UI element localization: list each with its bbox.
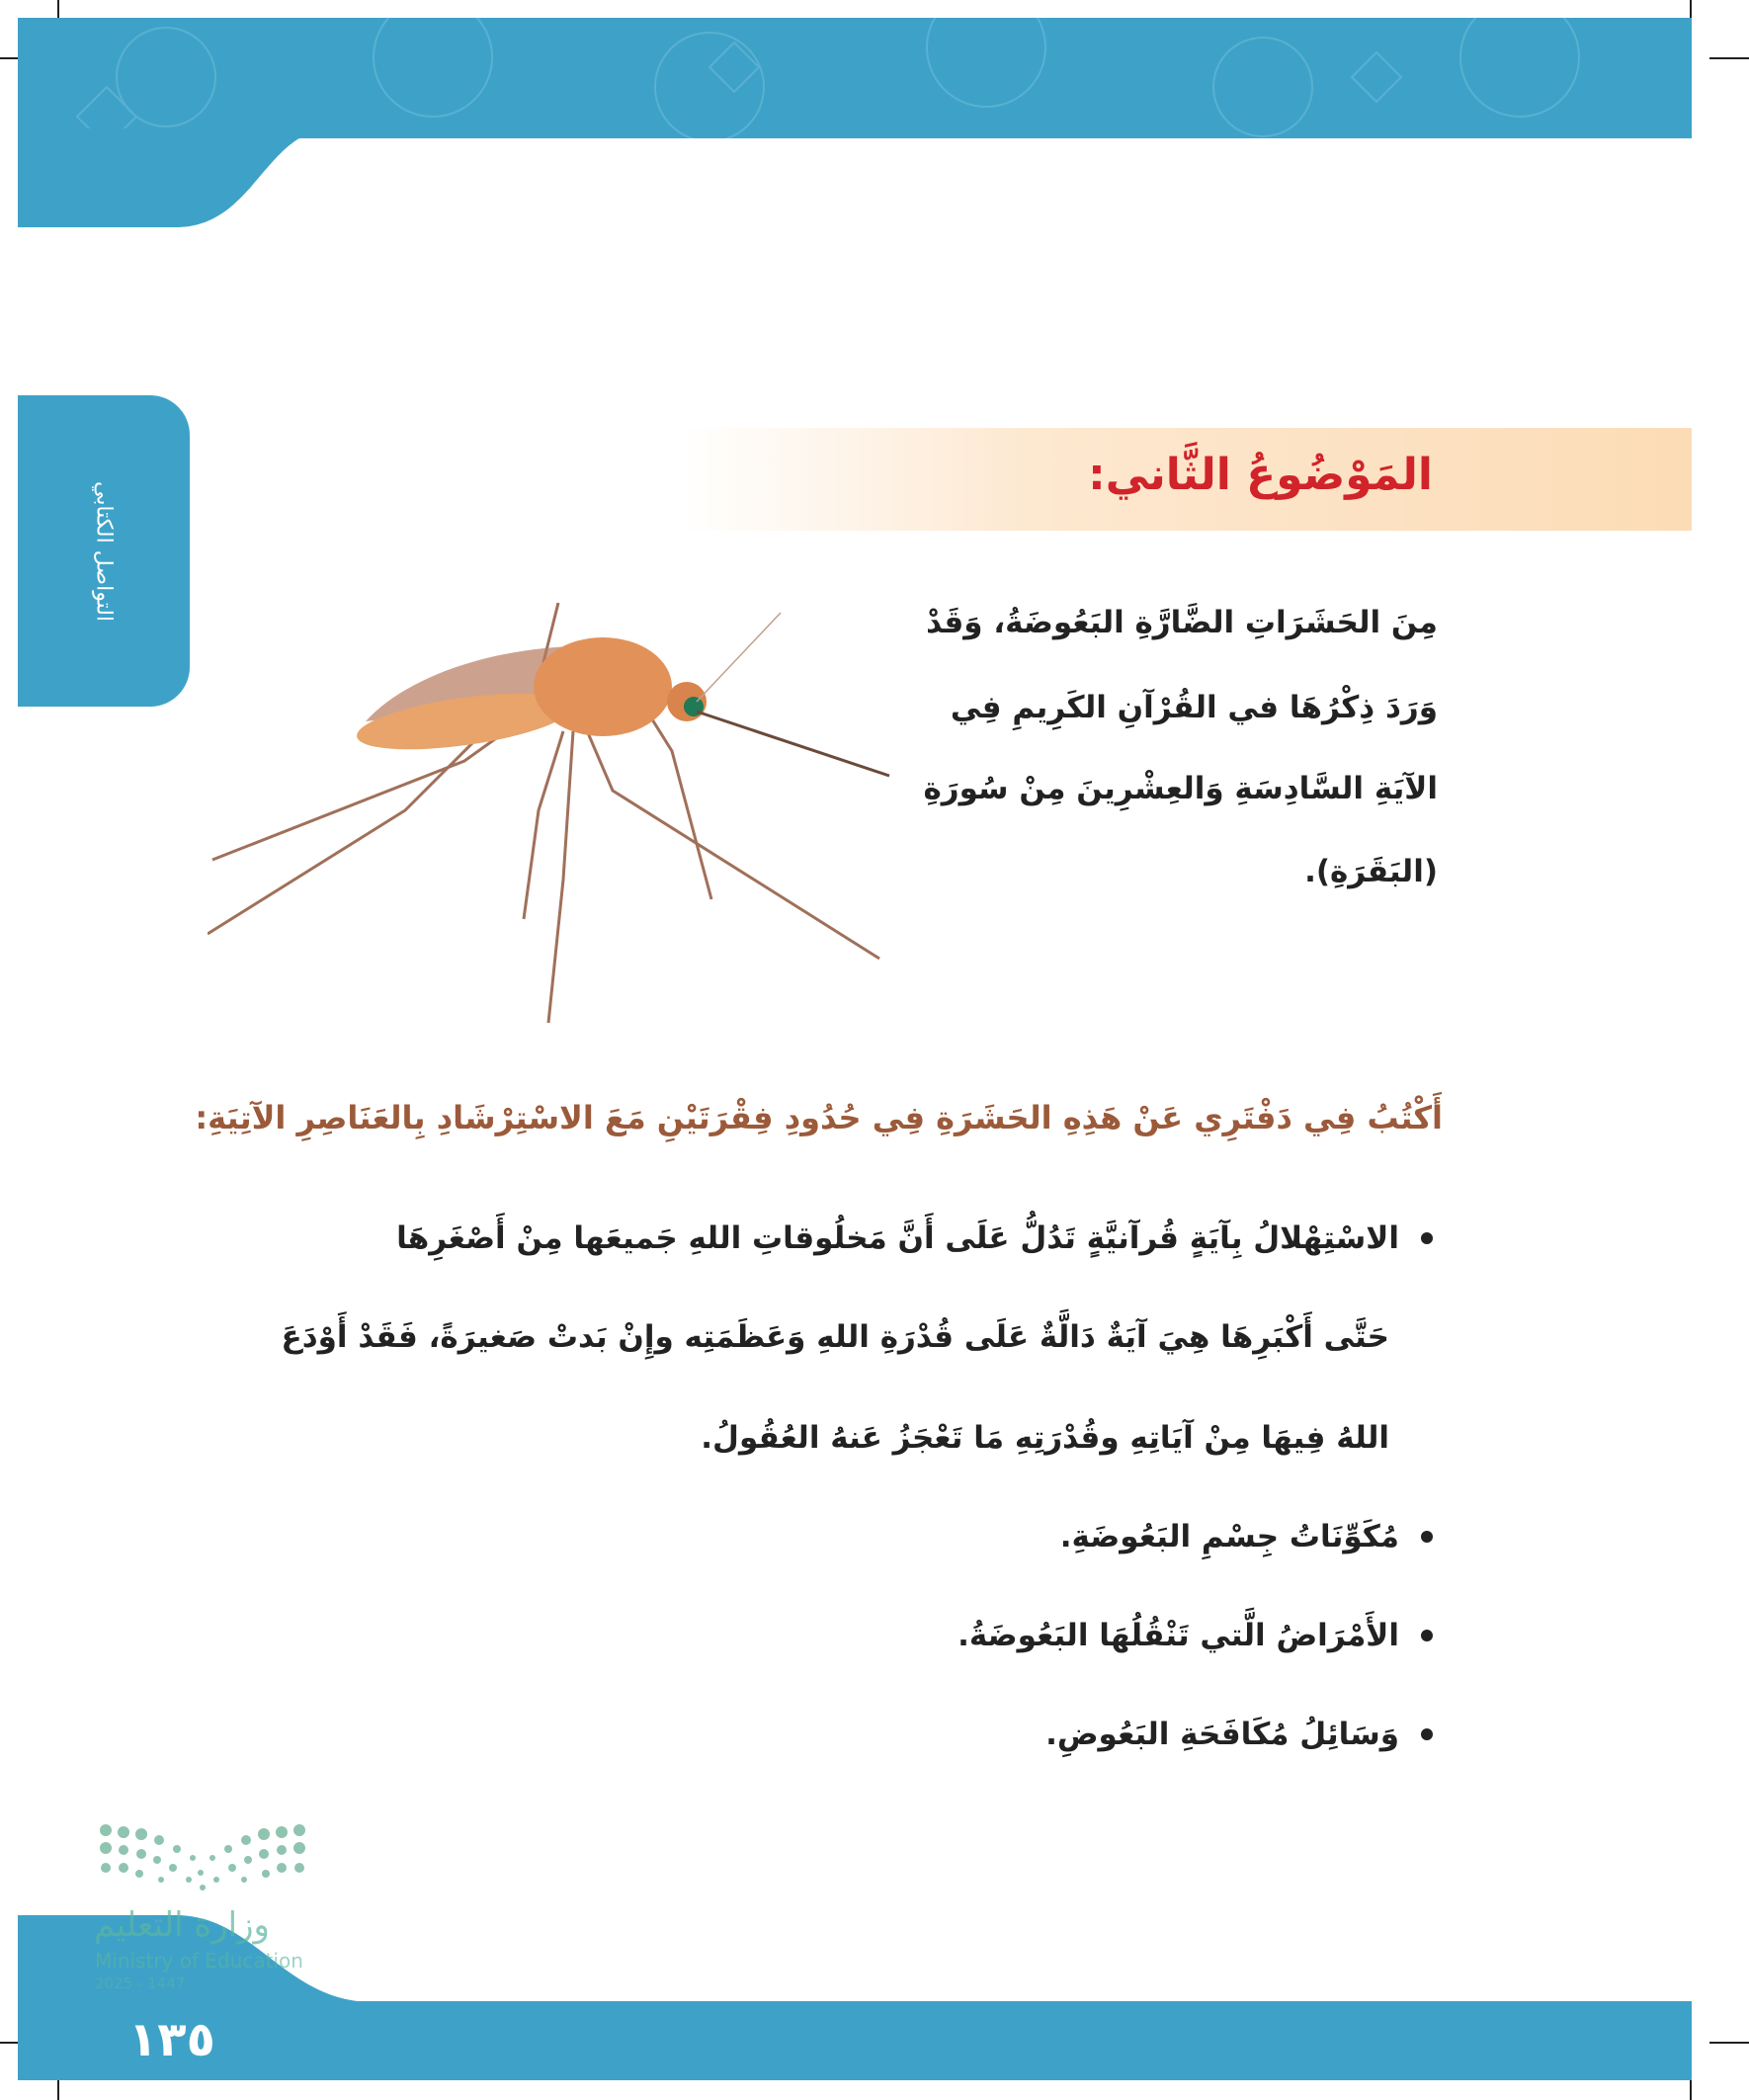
intro-line: وَرَدَ ذِكْرُهَا في القُرْآنِ الكَرِيمِ فِي — [950, 690, 1438, 725]
bullet-item — [1060, 1519, 1433, 1554]
ministry-logo-dots — [94, 1818, 311, 1897]
intro-line: مِنَ الحَشَرَاتِ الضَّارَّةِ البَعُوضَةُ، وَقَدْ — [926, 605, 1438, 640]
crop-mark — [1709, 57, 1749, 59]
top-banner — [18, 18, 1692, 138]
bullet-icon — [1421, 1630, 1433, 1641]
bullet-item — [1045, 1717, 1433, 1752]
ministry-logo-arabic: وزارة التعليم — [94, 1905, 270, 1945]
banner-curve — [18, 128, 334, 227]
ministry-logo-year: 2025 - 1447 — [95, 1974, 186, 1992]
chapter-tab — [18, 395, 190, 707]
intro-line: الآيَةِ السَّادِسَةِ وَالعِشْرِينَ مِنْ سُورَةِ — [923, 771, 1438, 806]
bullet-item — [396, 1220, 1433, 1256]
bullet-text: حَتَّى أَكْبَرِهَا هِيَ آيَةٌ دَالَّةٌ عَلَى قُدْرَةِ اللهِ وَعَظَمَتِه وإِنْ بَدتْ صَغيرَةً، فَقَدْ أَوْدَعَ — [281, 1319, 1389, 1355]
bullet-text: الاسْتِهْلالُ بِآيَةٍ قُرآنيَّةٍ تَدُلُّ عَلَى أَنَّ مَخلُوقاتِ اللهِ جَميعَها مِنْ أَصْغَرِهَا — [396, 1220, 1399, 1256]
calligraphy-pattern — [18, 18, 1692, 138]
bullet-text: اللهُ فِيهَا مِنْ آيَاتِهِ وقُدْرَتِهِ مَا تَعْجَزُ عَنهُ العُقُولُ. — [701, 1420, 1389, 1456]
bullet-icon — [1421, 1232, 1433, 1244]
bullet-icon — [1421, 1728, 1433, 1740]
bullet-icon — [1421, 1531, 1433, 1543]
page-number: ١٣٥ — [128, 2012, 215, 2067]
writing-instruction: أَكْتُبُ فِي دَفْتَرِي عَنْ هَذِهِ الحَشَرَةِ فِي حُدُودِ فِقْرَتَيْنِ مَعَ الاسْتِرْشَادِ بِالعَنَاصِرِ الآتِيَةِ: — [195, 1099, 1443, 1136]
intro-line: (البَقَرَةِ). — [1304, 854, 1438, 889]
bullet-text: وَسَائِلُ مُكَافَحَةِ البَعُوضِ. — [1045, 1717, 1399, 1752]
chapter-tab-label: التواصل الكتابي — [91, 480, 117, 622]
footer-band — [18, 2001, 1692, 2080]
bullet-item — [958, 1618, 1433, 1653]
bullet-text: مُكَوِّنَاتُ جِسْمِ البَعُوضَةِ. — [1059, 1519, 1399, 1554]
mosquito-image — [208, 593, 899, 1028]
ministry-logo-english: Ministry of Education — [95, 1949, 303, 1973]
topic-heading: المَوْضُوعُ الثَّاني: — [1088, 450, 1433, 500]
crop-mark — [1709, 2042, 1749, 2044]
bullet-text: الأَمْرَاضُ الَّتي تَنْقُلُهَا البَعُوضَةُ. — [958, 1618, 1399, 1653]
